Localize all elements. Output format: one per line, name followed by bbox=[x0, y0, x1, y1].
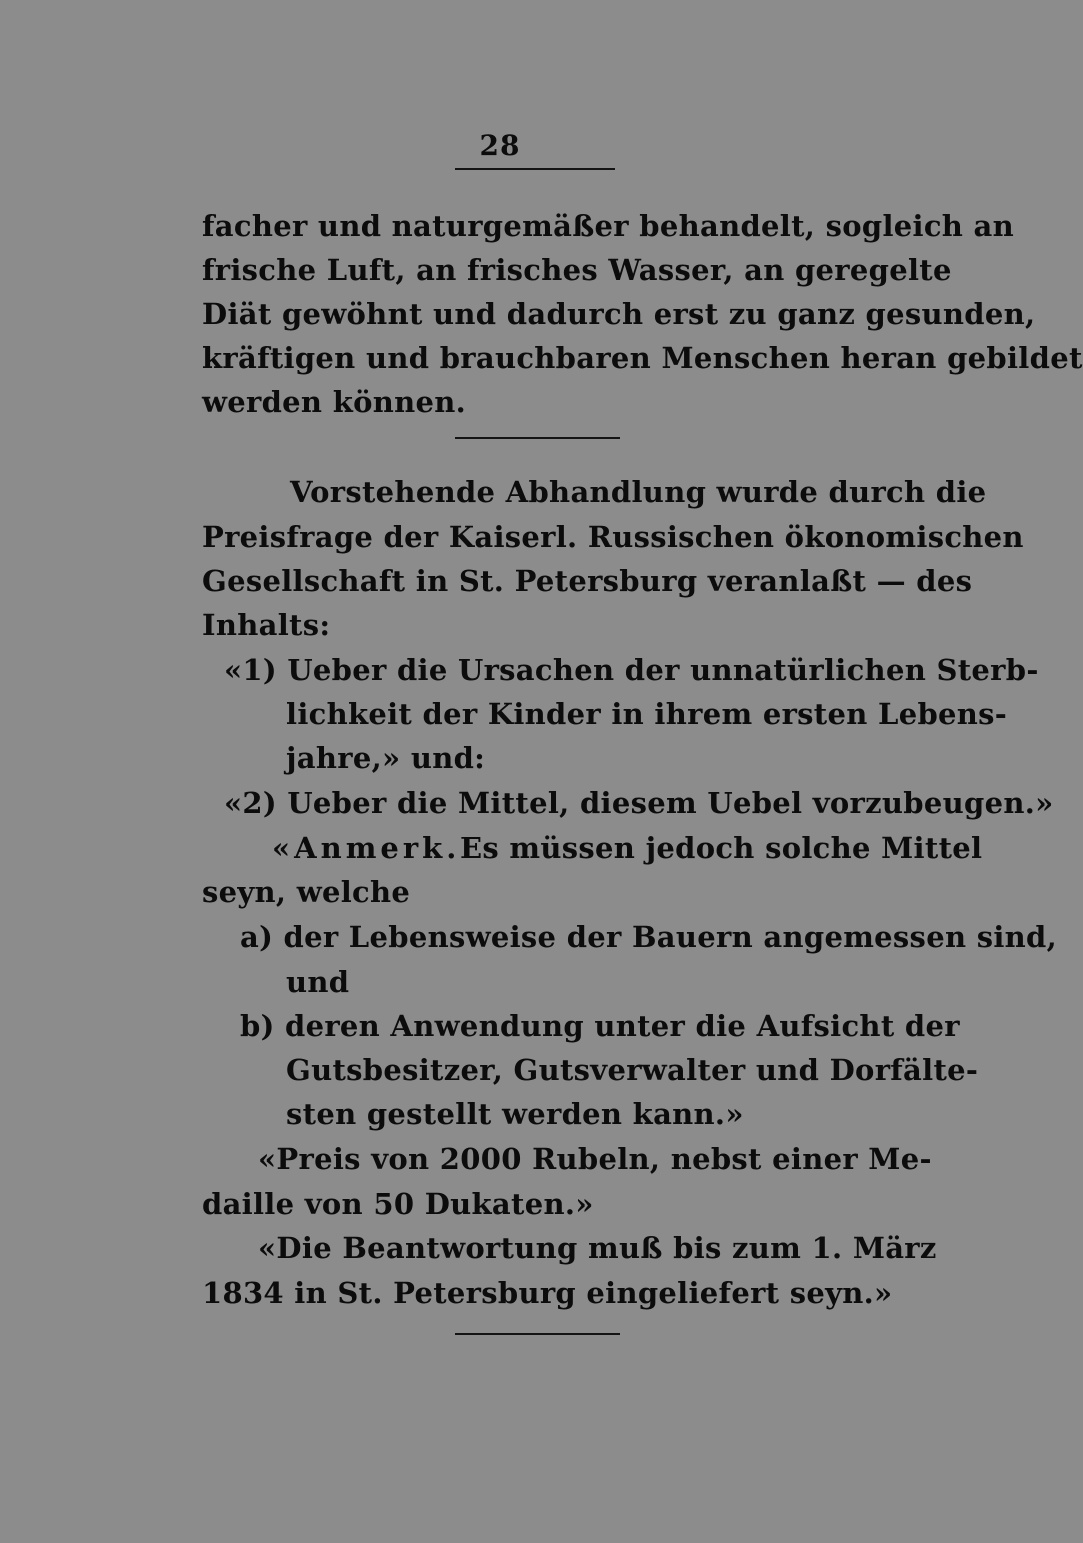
text-line: 1834 in St. Petersburg eingeliefert seyn.» bbox=[202, 1276, 893, 1310]
text-line: Inhalts: bbox=[202, 608, 331, 642]
footer-rule bbox=[455, 1333, 620, 1335]
text-line: «2) Ueber die Mittel, diesem Uebel vorzubeugen.» bbox=[224, 786, 1054, 820]
text-line: kräftigen und brauchbaren Menschen heran gebildet bbox=[202, 341, 1083, 375]
text-line: lichkeit der Kinder in ihrem ersten Lebens- bbox=[286, 697, 1008, 731]
header-rule bbox=[455, 168, 615, 170]
text-line: a) der Lebensweise der Bauern angemessen sind, bbox=[240, 920, 1058, 954]
text-line: «Die Beantwortung muß bis zum 1. März bbox=[258, 1231, 937, 1265]
text-line: Gesellschaft in St. Petersburg veranlaßt — des bbox=[202, 564, 973, 598]
text-line: «Preis von 2000 Rubeln, nebst einer Me- bbox=[258, 1142, 932, 1176]
text-line: facher und naturgemäßer behandelt, sogleich an bbox=[202, 209, 1015, 243]
section-rule bbox=[455, 437, 620, 439]
text-line: b) deren Anwendung unter die Aufsicht der bbox=[240, 1009, 960, 1043]
text-line: seyn, welche bbox=[202, 875, 411, 909]
text-line: sten gestellt werden kann.» bbox=[286, 1097, 744, 1131]
text-line: Es müssen jedoch solche Mittel bbox=[460, 831, 983, 865]
text-line: Vorstehende Abhandlung wurde durch die bbox=[290, 475, 987, 509]
text-line: daille von 50 Dukaten.» bbox=[202, 1187, 594, 1221]
text-line: Gutsbesitzer, Gutsverwalter und Dorfälte- bbox=[286, 1053, 979, 1087]
text-line: frische Luft, an frisches Wasser, an geregelte bbox=[202, 253, 952, 287]
text-line: und bbox=[286, 965, 350, 999]
text-line: Diät gewöhnt und dadurch erst zu ganz gesunden, bbox=[202, 297, 1036, 331]
text-line: werden können. bbox=[202, 385, 467, 419]
text-line: jahre,» und: bbox=[286, 741, 486, 775]
text-line: «1) Ueber die Ursachen der unnatürlichen Sterb- bbox=[224, 653, 1039, 687]
text-line: «Anmerk. bbox=[272, 831, 461, 865]
page-number: 28 bbox=[479, 129, 521, 162]
text-line: Preisfrage der Kaiserl. Russischen ökonomischen bbox=[202, 520, 1024, 554]
